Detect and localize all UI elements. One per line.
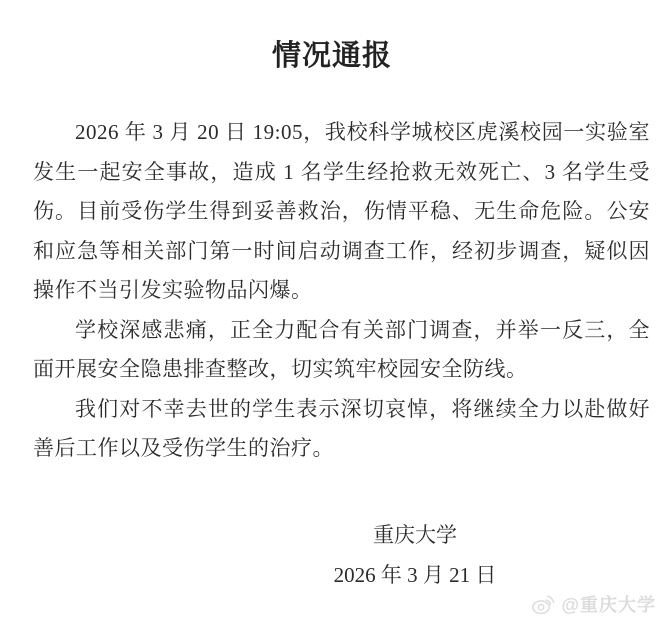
notice-title: 情况通报 [271, 40, 392, 72]
watermark-handle: @重庆大学 [561, 595, 656, 615]
notice-paragraph-2: 学校深感悲痛，正全力配合有关部门调查，并举一反三，全面开展安全隐患排查整改，切实筑牢校园安全防线。 [33, 317, 650, 381]
weibo-watermark [531, 591, 656, 617]
signature-date: 2026 年 3 月 21 日 [333, 562, 497, 587]
notice-body [33, 113, 650, 469]
notice-paragraph-3: 我们对不幸去世的学生表示深切哀悼，将继续全力以赴做好善后工作以及受伤学生的治疗。 [33, 396, 650, 460]
notice-paragraph-1: 2026 年 3 月 20 日 19:05，我校科学城校区虎溪校园一实验室发生一起安全事故，造成 1 名学生经抢救无效死亡、3 名学生受伤。目前受伤学生得到妥善救治，伤情平稳、无生命危险。公安和应急等相关部门第一时间启动调查工作，经初步调查，疑似因操作不当引发实验物品闪爆。 [33, 120, 650, 302]
signature-organization: 重庆大学 [373, 523, 457, 547]
weibo-icon [531, 593, 556, 615]
signature-block [325, 516, 505, 595]
